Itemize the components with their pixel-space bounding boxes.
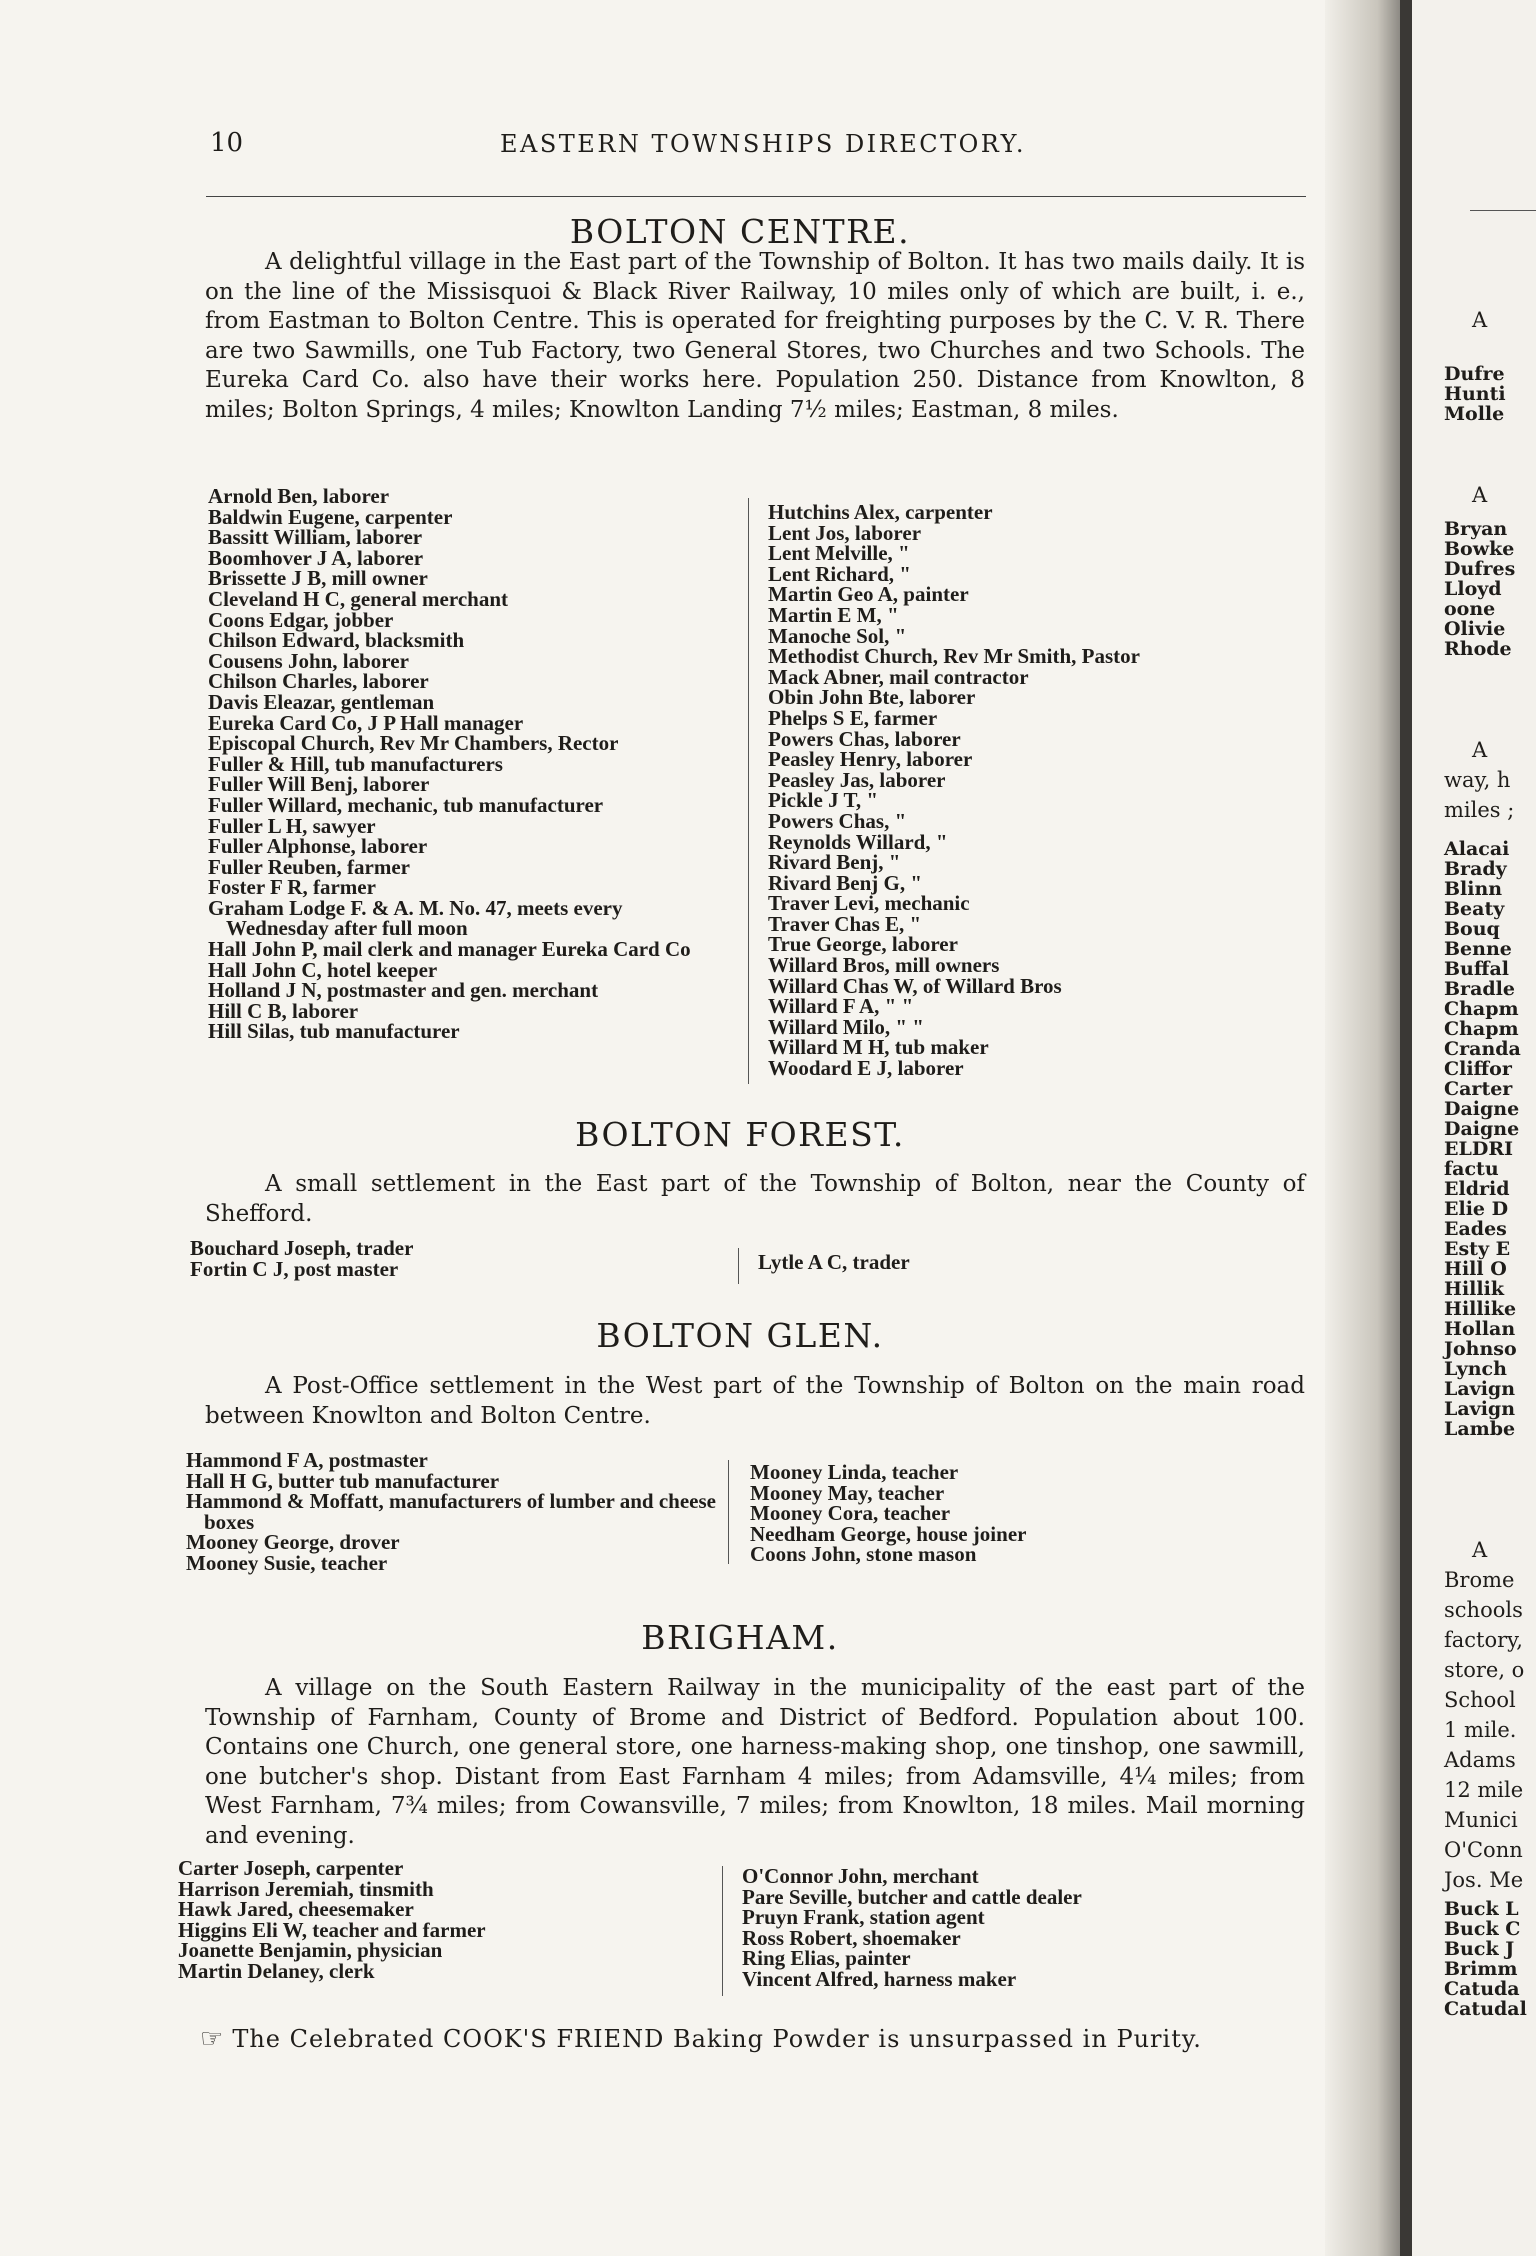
- directory-entry: Peasley Jas, laborer: [768, 767, 946, 792]
- footer-advertisement: [200, 2024, 1310, 2054]
- directory-entry: Fuller Will Benj, laborer: [208, 772, 430, 797]
- section-title-brigham: BRIGHAM.: [641, 1618, 839, 1657]
- directory-column-right: [750, 1462, 1270, 1565]
- directory-column-left: [186, 1450, 716, 1574]
- directory-entry: Hill C B, laborer: [208, 998, 359, 1023]
- facing-page-line: Bowke: [1444, 538, 1515, 560]
- facing-page-line: Lambe: [1444, 1418, 1516, 1440]
- facing-page-line: A: [1472, 483, 1488, 507]
- directory-entry: True George, laborer: [768, 932, 958, 957]
- facing-page-line: School: [1444, 1688, 1516, 1712]
- facing-page-line: Hillike: [1444, 1298, 1517, 1320]
- facing-page-line: factory,: [1444, 1628, 1523, 1652]
- directory-entry: Martin E M, ": [768, 602, 899, 627]
- directory-entry: Joanette Benjamin, physician: [178, 1938, 443, 1963]
- facing-page-line: Jos. Me: [1444, 1868, 1524, 1892]
- facing-page-line: Bradle: [1444, 978, 1515, 1000]
- facing-page-line: Benne: [1444, 938, 1512, 960]
- facing-page-line: Chapm: [1444, 998, 1519, 1020]
- directory-entry: Mooney Susie, teacher: [186, 1550, 388, 1575]
- directory-entry: Hammond & Moffatt, manufacturers of lumber and cheese boxes: [186, 1489, 716, 1534]
- directory-entry: Pruyn Frank, station agent: [742, 1905, 985, 1930]
- column-divider: [748, 498, 749, 1084]
- directory-entry: Ross Robert, shoemaker: [742, 1925, 961, 1950]
- directory-entry: Brissette J B, mill owner: [208, 566, 428, 591]
- directory-entry: Hill Silas, tub manufacturer: [208, 1019, 460, 1044]
- directory-column-left: [178, 1858, 708, 1982]
- facing-header-rule: [1470, 210, 1536, 211]
- directory-entry: Obin John Bte, laborer: [768, 685, 976, 710]
- facing-page-line: Dufre: [1444, 363, 1505, 385]
- directory-entry: Arnold Ben, laborer: [208, 484, 390, 508]
- facing-page-line: Adams: [1444, 1748, 1516, 1772]
- facing-page-line: store, o: [1444, 1658, 1525, 1682]
- directory-entry: Mooney George, drover: [186, 1530, 400, 1555]
- directory-entry: Manoche Sol, ": [768, 623, 907, 648]
- directory-column-left: [208, 486, 728, 1042]
- directory-entry: Woodard E J, laborer: [768, 1056, 964, 1081]
- directory-entry: Willard Chas W, of Willard Bros: [768, 973, 1062, 998]
- directory-entry: Lent Richard, ": [768, 561, 911, 586]
- directory-entry: Martin Geo A, painter: [768, 582, 969, 607]
- facing-page-line: Hollan: [1444, 1318, 1516, 1340]
- facing-page-line: Dufres: [1444, 558, 1516, 580]
- facing-page-line: Rhode: [1444, 638, 1512, 660]
- directory-entry: Hall H G, butter tub manufacturer: [186, 1468, 500, 1493]
- facing-page-line: Buck C: [1444, 1918, 1521, 1940]
- facing-page-line: A: [1472, 738, 1488, 762]
- directory-entry: Pickle J T, ": [768, 788, 879, 813]
- pointing-hand-icon: ☞: [200, 2024, 225, 2054]
- facing-page-line: Cliffor: [1444, 1058, 1512, 1080]
- directory-entry: Powers Chas, laborer: [768, 726, 961, 751]
- directory-entry: Hall John P, mail clerk and manager Eureka Card Co: [208, 937, 691, 962]
- section-title-bolton-centre: BOLTON CENTRE.: [569, 212, 911, 251]
- section-intro-bolton-centre: A delightful village in the East part of the Township of Bolton. It has two mails daily. It is on the line of the Missisquoi & Black River Railway, 10 miles only of which are built, i. e., from Eastman to Bolton Centre. This is operated for freighting purposes by the C. V. R. There are two Sawmills, one Tub Factory, two General Stores, two Churches and two Schools. The Eureka Card Co. also have their works here. Population 250. Distance from Knowlton, 8 miles; Bolton Springs, 4 miles; Knowlton Landing 7½ miles; Eastman, 8 miles.: [205, 249, 1305, 423]
- directory-entry: Baldwin Eugene, carpenter: [208, 504, 453, 529]
- facing-page-line: Blinn: [1444, 878, 1503, 900]
- directory-entry: Cousens John, laborer: [208, 648, 409, 673]
- directory-entry: Lent Jos, laborer: [768, 520, 922, 545]
- directory-entry: Mooney Linda, teacher: [750, 1460, 959, 1484]
- directory-entry: Davis Eleazar, gentleman: [208, 689, 435, 714]
- facing-page-line: Molle: [1444, 403, 1505, 425]
- facing-page-line: A: [1472, 1538, 1488, 1562]
- directory-entry: Fuller L H, sawyer: [208, 813, 376, 838]
- directory-entry: Powers Chas, ": [768, 808, 907, 833]
- facing-page-line: Hunti: [1444, 383, 1506, 405]
- facing-page-line: Buffal: [1444, 958, 1509, 980]
- facing-page-line: Elie D: [1444, 1198, 1509, 1220]
- directory-entry: Hutchins Alex, carpenter: [768, 500, 993, 524]
- directory-entry: Boomhover J A, laborer: [208, 545, 424, 570]
- facing-page-line: Alacai: [1444, 838, 1510, 860]
- directory-entry: Pare Seville, butcher and cattle dealer: [742, 1884, 1082, 1909]
- running-header: [0, 128, 1400, 168]
- directory-entry: Phelps S E, farmer: [768, 705, 938, 730]
- directory-entry: Fortin C J, post master: [190, 1256, 399, 1281]
- facing-page-line: Bouq: [1444, 918, 1500, 940]
- section-title-bolton-forest: BOLTON FOREST.: [575, 1115, 905, 1154]
- facing-page-line: Brimm: [1444, 1958, 1518, 1980]
- page-gutter-shadow: [1325, 0, 1400, 2256]
- directory-entry: Martin Delaney, clerk: [178, 1958, 375, 1983]
- directory-entry: Cleveland H C, general merchant: [208, 586, 508, 611]
- facing-page-line: Hill O: [1444, 1258, 1507, 1280]
- facing-page-line: schools: [1444, 1598, 1523, 1622]
- facing-page-line: Catudal: [1444, 1998, 1527, 2020]
- facing-page-line: Esty E: [1444, 1238, 1511, 1260]
- directory-entry: Ring Elias, painter: [742, 1946, 911, 1971]
- directory-entry: Chilson Edward, blacksmith: [208, 628, 465, 653]
- directory-entry: Traver Chas E, ": [768, 911, 922, 936]
- directory-entry: Chilson Charles, laborer: [208, 669, 429, 694]
- directory-entry: O'Connor John, merchant: [742, 1864, 979, 1888]
- facing-page-fragment: [1412, 0, 1536, 2256]
- directory-entry: Higgins Eli W, teacher and farmer: [178, 1917, 486, 1942]
- directory-entry: Bassitt William, laborer: [208, 525, 423, 550]
- directory-entry: Methodist Church, Rev Mr Smith, Pastor: [768, 644, 1140, 669]
- directory-entry: Fuller Alphonse, laborer: [208, 834, 428, 859]
- directory-entry: Coons Edgar, jobber: [208, 607, 394, 632]
- book-binding: [1400, 0, 1412, 2256]
- facing-page-line: Chapm: [1444, 1018, 1519, 1040]
- facing-page-line: Brome: [1444, 1568, 1515, 1592]
- directory-entry: Fuller Reuben, farmer: [208, 854, 410, 879]
- directory-entry: Willard Milo, " ": [768, 1014, 924, 1039]
- column-divider: [728, 1460, 729, 1564]
- directory-entry: Mooney Cora, teacher: [750, 1501, 951, 1526]
- facing-page-line: 1 mile.: [1444, 1718, 1517, 1742]
- facing-page-line: 12 mile: [1444, 1778, 1524, 1802]
- header-rule: [206, 196, 1306, 197]
- directory-entry: Graham Lodge F. & A. M. No. 47, meets every Wednesday after full moon: [208, 895, 623, 941]
- directory-column-left: [190, 1238, 710, 1279]
- directory-entry: Holland J N, postmaster and gen. merchant: [208, 978, 599, 1003]
- running-title: EASTERN TOWNSHIPS DIRECTORY.: [500, 130, 1027, 158]
- facing-page-line: Olivie: [1444, 618, 1506, 640]
- directory-column-right: [768, 502, 1288, 1079]
- directory-entry: Eureka Card Co, J P Hall manager: [208, 710, 524, 735]
- directory-entry: Bouchard Joseph, trader: [190, 1236, 414, 1260]
- directory-entry: Harrison Jeremiah, tinsmith: [178, 1876, 434, 1901]
- directory-entry: Lent Melville, ": [768, 541, 910, 566]
- facing-page-line: Lavign: [1444, 1398, 1516, 1420]
- page-number: 10: [210, 128, 244, 158]
- directory-entry: Willard M H, tub maker: [768, 1035, 989, 1060]
- facing-page-line: Eldrid: [1444, 1178, 1510, 1200]
- section-title-bolton-glen: BOLTON GLEN.: [596, 1316, 884, 1355]
- directory-entry: Hammond F A, postmaster: [186, 1448, 428, 1472]
- directory-entry: Coons John, stone mason: [750, 1542, 977, 1567]
- directory-entry: Lytle A C, trader: [758, 1250, 910, 1274]
- facing-page-line: O'Conn: [1444, 1838, 1523, 1862]
- directory-entry: Vincent Alfred, harness maker: [742, 1966, 1017, 1991]
- facing-page-line: Daigne: [1444, 1098, 1520, 1120]
- directory-entry: Foster F R, farmer: [208, 875, 376, 900]
- facing-page-line: Eades: [1444, 1218, 1507, 1240]
- directory-column-right: [758, 1252, 1278, 1273]
- section-intro-bolton-forest: A small settlement in the East part of the Township of Bolton, near the County of Shefford.: [205, 1171, 1305, 1227]
- directory-entry: Fuller Willard, mechanic, tub manufacturer: [208, 792, 604, 817]
- facing-page-line: Lavign: [1444, 1378, 1516, 1400]
- directory-column-right: [742, 1866, 1282, 1990]
- facing-page-line: way, h: [1444, 768, 1511, 792]
- directory-entry: Peasley Henry, laborer: [768, 747, 973, 772]
- directory-entry: Mack Abner, mail contractor: [768, 664, 1029, 689]
- directory-entry: Fuller & Hill, tub manufacturers: [208, 751, 503, 776]
- footer-ad-text: The Celebrated COOK'S FRIEND Baking Powder is unsurpassed in Purity.: [232, 2025, 1202, 2053]
- section-intro-bolton-glen: A Post-Office settlement in the West part of the Township of Bolton on the main road between Knowlton and Bolton Centre.: [205, 1373, 1305, 1429]
- facing-page-line: Cranda: [1444, 1038, 1521, 1060]
- directory-entry: Hawk Jared, cheesemaker: [178, 1897, 414, 1922]
- directory-entry: Needham George, house joiner: [750, 1521, 1027, 1546]
- directory-entry: Reynolds Willard, ": [768, 829, 948, 854]
- facing-page-line: Buck L: [1444, 1898, 1519, 1920]
- facing-page-line: Lynch: [1444, 1358, 1507, 1380]
- facing-page-line: Beaty: [1444, 898, 1505, 920]
- facing-page-line: Lloyd: [1444, 578, 1502, 600]
- facing-page-line: Brady: [1444, 858, 1507, 880]
- facing-page-line: Carter: [1444, 1078, 1513, 1100]
- directory-entry: Willard Bros, mill owners: [768, 953, 1000, 978]
- column-divider: [738, 1248, 739, 1284]
- directory-entry: Episcopal Church, Rev Mr Chambers, Rector: [208, 731, 619, 756]
- directory-entry: Rivard Benj G, ": [768, 870, 922, 895]
- facing-page-line: Catuda: [1444, 1978, 1520, 2000]
- facing-page-line: A: [1472, 308, 1488, 332]
- facing-page-line: Daigne: [1444, 1118, 1520, 1140]
- directory-entry: Traver Levi, mechanic: [768, 891, 970, 916]
- facing-page-line: oone: [1444, 598, 1496, 620]
- directory-entry: Willard F A, " ": [768, 994, 914, 1019]
- directory-entry: Rivard Benj, ": [768, 850, 901, 875]
- column-divider: [722, 1866, 723, 1996]
- directory-entry: Mooney May, teacher: [750, 1480, 945, 1505]
- facing-page-line: Hillik: [1444, 1278, 1504, 1300]
- directory-entry: Carter Joseph, carpenter: [178, 1856, 404, 1880]
- facing-page-line: Munici: [1444, 1808, 1518, 1832]
- facing-page-line: ELDRI: [1444, 1138, 1513, 1160]
- section-intro-brigham: A village on the South Eastern Railway in the municipality of the east part of the Township of Farnham, County of Brome and District of Bedford. Population about 100. Contains one Church, one general store, one harness-making shop, one tinshop, one sawmill, one butcher's shop. Distant from East Farnham 4 miles; from Adamsville, 4¼ miles; from West Farnham, 7¾ miles; from Cowansville, 7 miles; from Knowlton, 18 miles. Mail morning and evening.: [205, 1675, 1305, 1849]
- directory-entry: Hall John C, hotel keeper: [208, 957, 438, 982]
- facing-page-line: Johnso: [1444, 1338, 1517, 1360]
- facing-page-line: Buck J: [1444, 1938, 1515, 1960]
- facing-page-line: factu: [1444, 1158, 1499, 1180]
- facing-page-line: Bryan: [1444, 518, 1508, 540]
- facing-page-line: miles ;: [1444, 798, 1515, 822]
